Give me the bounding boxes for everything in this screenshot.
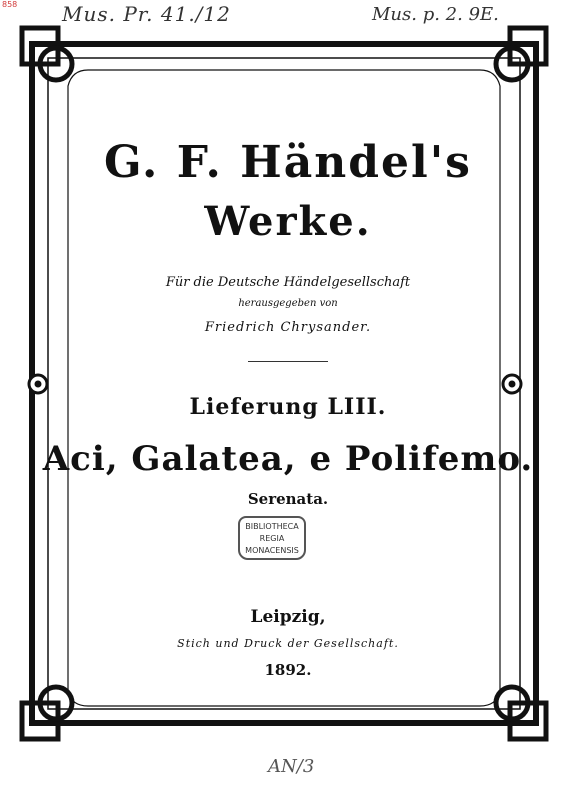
corner-ornaments — [22, 28, 546, 739]
title-line-1: G. F. Händel's — [104, 137, 472, 188]
title-line-2: Werke. — [204, 198, 372, 245]
shelfmark-right: Mus. p. 2. 9E. — [372, 4, 499, 25]
edited-by-line: herausgegeben von — [238, 298, 338, 309]
bottom-handwritten-mark: AN/3 — [268, 756, 315, 777]
stamp-line-1: BIBLIOTHECA — [245, 522, 299, 531]
editor-name: Friedrich Chrysander. — [204, 320, 372, 335]
stamp-line-2: REGIA — [259, 534, 285, 543]
imprint-printer: Stich und Druck der Gesellschaft. — [177, 637, 399, 650]
side-medallions — [29, 375, 521, 393]
stamp-line-3: MONACENSIS — [245, 546, 299, 555]
work-title: Aci, Galatea, e Polifemo. — [42, 439, 534, 479]
divider-rule — [248, 361, 328, 362]
society-line: Für die Deutsche Händelgesellschaft — [165, 275, 411, 290]
imprint-year: 1892. — [264, 661, 312, 679]
genre-label: Serenata. — [247, 490, 329, 508]
imprint-place: Leipzig, — [250, 607, 326, 627]
installment-line: Lieferung LIII. — [189, 394, 387, 420]
library-stamp — [238, 516, 306, 560]
shelfmark-left: Mus. Pr. 41./12 — [62, 2, 231, 26]
page-number-annotation: 858 — [2, 0, 18, 9]
